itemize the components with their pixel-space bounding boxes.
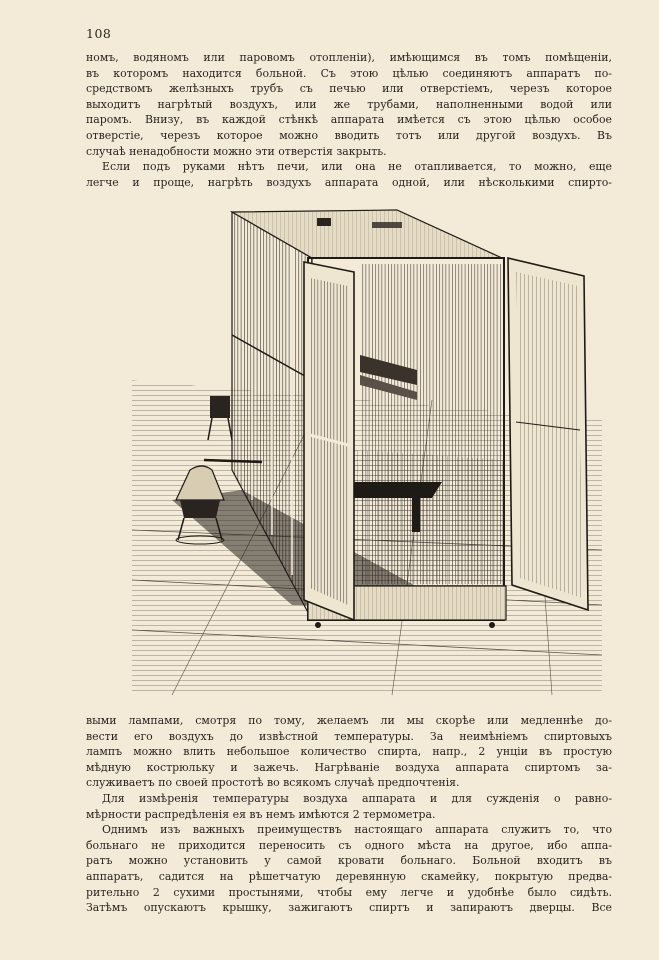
text-line: ратъ можно установить у самой кровати больнаго. Больной входитъ въ (86, 854, 612, 868)
text-line: легче и проще, нагрѣть воздухъ аппарата одной, или нѣсколькими спирто- (86, 175, 612, 189)
bottom-text-block (86, 713, 612, 916)
steam-bath-cabinet-illustration (132, 200, 602, 700)
text-line: лампъ можно влить небольшое количество спирта, напр., 2 унціи въ простую (86, 745, 612, 759)
page-number: 108 (86, 26, 112, 41)
text-line: вести его воздухъ до извѣстной температуры. За неимѣніемъ спиртовыхъ (86, 729, 612, 743)
text-line: Для измѣренія температуры воздуха аппарата и для сужденія о равно- (102, 791, 612, 805)
cabinet (232, 210, 588, 628)
text-line: въ которомъ находится больной. Съ этою цѣлью соединяютъ аппаратъ по- (86, 66, 612, 80)
text-line: номъ, водяномъ или паровомъ отопленіи), имѣющимся въ томъ помѣщеніи, (86, 51, 612, 64)
text-line: средствомъ желѣзныхъ трубъ съ печью или отверстіемъ, черезъ которое (86, 82, 612, 96)
text-line: Если подъ руками нѣтъ печи, или она не отапливается, то можно, еще (102, 160, 612, 174)
text-line: выходитъ нагрѣтый воздухъ, или же трубами, наполненными водой или (86, 97, 612, 111)
text-line: Однимъ изъ важныхъ преимуществъ настоящаго аппарата служитъ то, что (102, 823, 612, 837)
text-line: мѣрности распредѣленія ея въ немъ имѣются 2 термометра. (86, 807, 436, 821)
text-line: выми лампами, смотря по тому, желаемъ ли мы скорѣе или медленнѣе до- (86, 714, 612, 727)
text-line: рительно 2 сухими простынями, чтобы ему легче и удобнѣе было сидѣть. (86, 885, 612, 899)
text-line: больнаго не приходится переносить съ одного мѣста на другое, ибо аппа- (86, 838, 612, 852)
text-line: отверстіе, черезъ которое можно вводить тотъ или другой воздухъ. Въ (86, 128, 612, 142)
text-line: Затѣмъ опускаютъ крышку, зажигаютъ спиртъ и запираютъ дверцы. Все (86, 901, 612, 915)
text-line: мѣдную кострюльку и зажечь. Нагрѣваніе воздуха аппарата спиртомъ за- (86, 760, 612, 774)
text-line: служиваетъ по своей простотѣ во всякомъ случаѣ предпочтенія. (86, 776, 460, 790)
text-line: аппаратъ, садится на рѣшетчатую деревянную скамейку, покрытую предва- (86, 869, 612, 883)
text-line: паромъ. Внизу, въ каждой стѣнкѣ аппарата имѣется съ этою цѣлью особое (86, 113, 612, 127)
text-line: случаѣ ненадобности можно эти отверстія закрыть. (86, 144, 387, 158)
top-text-block (86, 50, 612, 190)
